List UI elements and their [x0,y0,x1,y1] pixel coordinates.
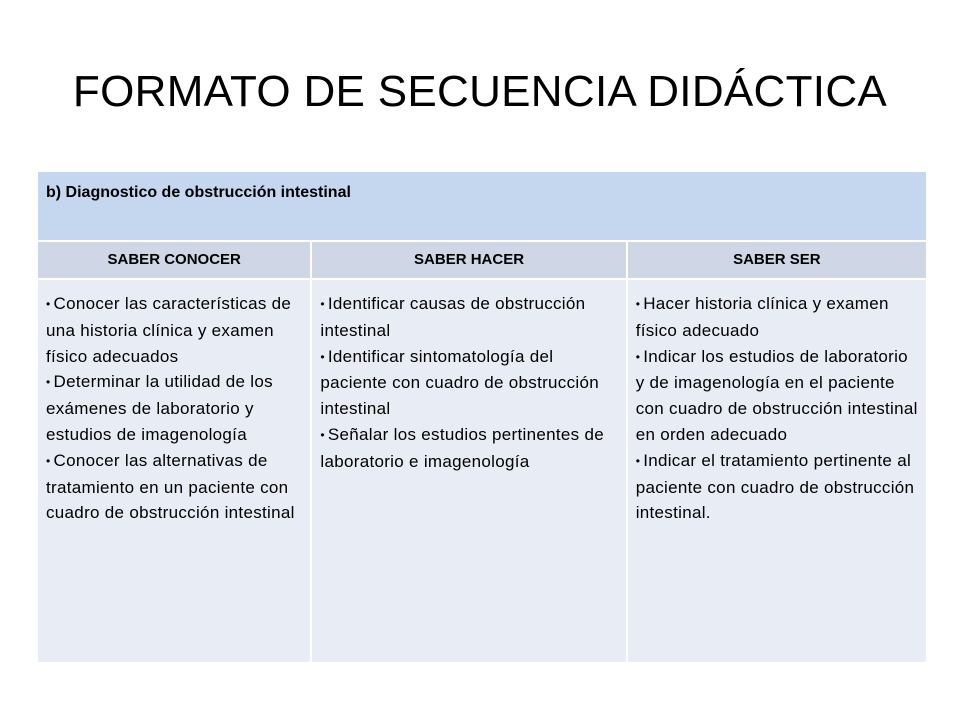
column-header-saber-conocer: SABER CONOCER [107,251,241,268]
list-item [46,291,302,369]
list-item-text: Conocer las características de una historia clínica y examen físico adecuados [46,294,292,366]
bullet-icon: • [635,453,641,468]
list-item-text: Conocer las alternativas de tratamiento en un paciente con cuadro de obstrucción intestinal [46,450,295,523]
list-item-text: Señalar los estudios pertinentes de laboratorio e imagenología [320,424,604,471]
list-item [320,344,617,422]
column-header-saber-hacer: SABER HACER [414,251,525,268]
list-item-text: Identificar causas de obstrucción intestinal [320,294,586,340]
slide-title: FORMATO DE SECUENCIA DIDÁCTICA [72,67,888,116]
cell-saber-hacer [312,280,625,662]
list-item [636,448,918,526]
list-item [320,422,617,475]
bullet-icon: • [320,349,325,364]
table-body-row [38,280,926,662]
list-item-text: Indicar los estudios de laboratorio y de imagenología en el paciente con cuadro de obstrucción intestinal en orden adecuado [635,346,918,444]
bullet-icon: • [320,297,325,311]
bullet-icon: • [46,375,51,390]
column-header-saber-ser: SABER SER [733,251,821,268]
secuencia-table [38,172,926,662]
list-item-text: Determinar la utilidad de los exámenes de laboratorio y estudios de imagenología [46,372,273,444]
list-item-text: Hacer historia clínica y examen físico adecuado [635,294,889,340]
list-item [636,344,918,448]
bullet-icon: • [320,427,325,442]
bullet-icon: • [635,349,641,364]
table-header-text: b) Diagnostico de obstrucción intestinal [46,184,351,201]
cell-saber-ser [628,280,926,662]
list-item-text: Indicar el tratamiento pertinente al paciente con cuadro de obstrucción intestinal. [635,450,915,523]
list-item [320,291,617,344]
list-item-text: Identificar sintomatología del paciente con cuadro de obstrucción intestinal [320,346,599,419]
column-header-row [38,242,926,278]
table-header-row [38,172,926,240]
list-item [636,291,918,344]
list-item [46,369,302,447]
bullet-icon: • [46,297,51,311]
bullet-icon: • [46,453,51,468]
list-item [46,448,302,526]
cell-saber-conocer [38,280,310,662]
bullet-icon: • [635,297,641,311]
